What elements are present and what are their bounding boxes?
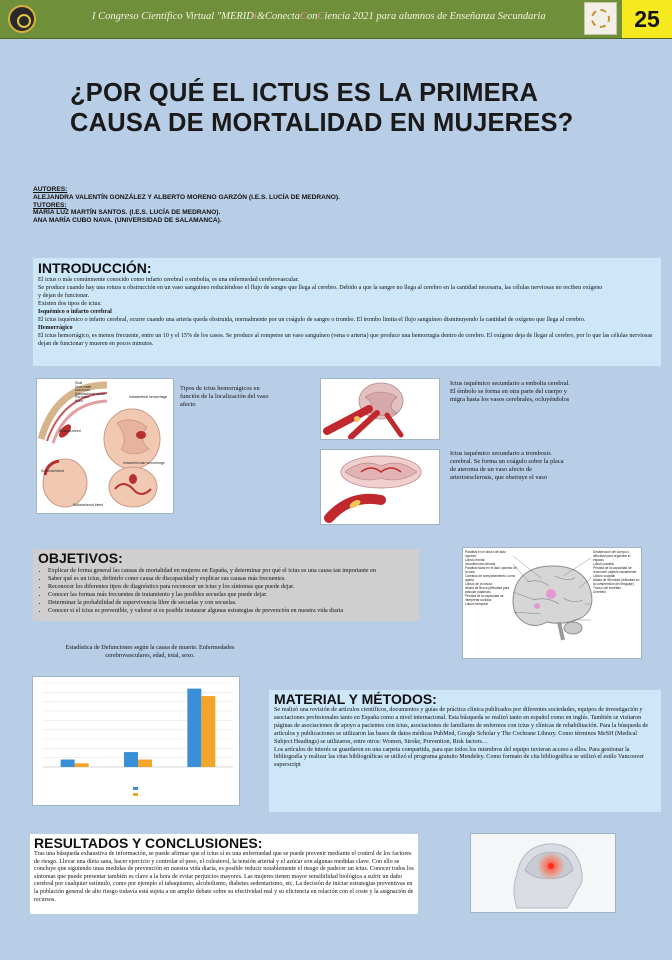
intro-section [33, 258, 661, 366]
hem-labels-top: Skull Dura mater Arachnoid Subarachnoid space Pia mater Brain [75, 381, 106, 403]
poster-title: ¿POR QUÉ EL ICTUS ES LA PRIMERA CAUSA DE MORTALIDAD EN MUJERES? [70, 79, 574, 137]
intro-p1: El ictus o más comúnmente conocido como infarto cerebral o embolia, es una enfermedad cerebrovascular. [38, 277, 299, 283]
objectives-heading: OBJETIVOS: [38, 550, 123, 566]
objectives-section [33, 549, 419, 621]
brain-labels-right: Desatención del cuerpo o dificultad para organizar el espacio Lóbulo parietal Pérdida de la capacidad de reconocer objetos visualmente Lóbulo occipital Afasia de Wernicke (dificultad en la comprensión del lenguaje) Tronco del encéfalo Cerebelo [593, 550, 640, 594]
school-seal-icon [584, 2, 617, 35]
authors-line: ALEJANDRA VALENTÍN GONZÁLEZ Y ALBERTO MORENO GARZÓN (I.E.S. LUCÍA DE MEDRANO). [33, 193, 340, 201]
chart-bar [75, 763, 89, 767]
label-intraventricular: Intraventricular hemorrhage [123, 461, 165, 465]
hemorragico-title: Hemorrágico [38, 325, 73, 331]
results-text: Tras una búsqueda exhaustiva de información, se puede afirmar que el ictus sí es una enfermedad que se puede prevenir mediante el control de los factores de riesgo. Llevar una dieta sana, hacer ejercicio y controlar el peso, el colesterol, la tensión arterial y el azúcar son algunas medidas clave. Con ello se concluye que siguiendo unas medidas de prevención en nuestra vida diaria, es posible reducir notablemente el riesgo de padecer un ictus. Conocer todos los síntomas que puede presentar también es clave a la hora de evitar perjuicios mayores. Las mujeres tienen mayor sensibilidad biológica a sufrir un daño cerebral por cualquier estímulo, como por ejemplo el tabaquismo, alcoholismo, diabetes sedentarismo, etc. La decisión de iniciar estrategias preventivas en la población general de alto riesgo todavía está sujeta a un amplio debate sobre su efectividad real y su eficiencia en relación con el coste y la asignación de recursos. [34, 851, 414, 903]
chart-caption: Estadística de Defunciones según la causa de muerte. Enfermedades cerebrovasculares, edad, total, sexo. [65, 644, 235, 659]
label-subdural: Subdural bleed [41, 469, 64, 473]
thrombosis-illustration [320, 449, 440, 525]
objectives-list [38, 568, 414, 615]
chart-legend-swatch [133, 793, 138, 796]
chart-bar [187, 689, 201, 767]
intro-text [38, 276, 656, 348]
intro-p4: Existen dos tipos de ictus: [38, 301, 102, 307]
thrombosis-caption: Ictus isquémico secundario a trombosis cerebral. Se forma un coágulo sobre la placa de ateroma de un vaso afecto de arterioesclerosis, que obstruye el vaso [450, 450, 564, 481]
label-epidural: Epidural bleed [59, 429, 81, 433]
methods-p2: Los artículos de interés se guardaron en una carpeta compartida, para que todos los miembros del equipo tuvieran acceso a ellos. Para gestionar la bibliografía y realizar las citas bibliográficas se utilizó el programa gratuito Mendeley. Como formato de cita bibliográfica se utilizó el estilo Vancouver superscript [274, 746, 645, 769]
mortality-chart [32, 676, 240, 806]
tutor-line-1: MARÍA LUZ MARTÍN SANTOS. (I.E.S. LUCÍA DE MEDRANO). [33, 209, 221, 217]
label-subarachnoid: Subarachnoid bleed [73, 503, 104, 507]
hemorragico-text: El ictus hemorrágico, es menos frecuente, entre un 10 y el 15% de los casos. Se produce al romperse un vaso sanguíneo (vena o arteria) que produce una hemorragia dentro de cerebro. El oxígeno deja de llegar al cerebro, por lo que las células nerviosas dejan de funcionar y mueren en pocos minutos. [38, 333, 653, 347]
chart-bar [124, 752, 138, 767]
brain-function-map-illustration [462, 547, 642, 659]
authors-label: AUTORES: [33, 186, 68, 193]
intro-heading: INTRODUCCIÓN: [38, 260, 152, 276]
isquemico-text: El ictus isquémico o infarto cerebral, ocurre cuando una arteria queda obstruida, normalmente por un coágulo de sangre o trombo. El trombo limita el flujo sanguíneo disminuyendo la cantidad de oxígeno que llega al cerebro. [38, 317, 586, 323]
methods-text [274, 707, 656, 770]
hemorrhage-types-illustration [36, 378, 174, 514]
objective-item: • Explicar de forma general las causas de mortalidad en mujeres en España, y determinar por qué el ictus es una causa tan importante en [48, 568, 414, 576]
hemorrhage-caption: Tipos de ictus hemorrágicos en función de la localización del vaso afecto [180, 385, 269, 408]
tutors-label: TUTORES: [33, 201, 67, 209]
authors-block [33, 186, 453, 225]
brain-labels-left: Parálisis en el brazo del lado opuesto Lóbulo frontal Incontinencia urinaria Parálisis facial en el lado opuesto de la cara Cambios de comportamiento, como apatía Lóbulo de la ínsula Afasia de Broca (dificultad para articular palabras) Pérdida de la capacidad de interpretar sonidos Lóbulo temporal [465, 550, 517, 606]
isquemico-title: Isquémico o infarto cerebral [38, 309, 112, 315]
methods-p1: Se realizó una revisión de artículos científicos, documentos y guías de práctica clínica publicados por diferentes sociedades, equipos de investigación y asociaciones profesionales tanto en España como a nivel internacional. Esta búsqueda se realizó tanto en español como en inglés. También se visitaron páginas de asociaciones de apoyo a pacientes con ictus, asociaciones de familiares de enfermos con ictus y clínicas de rehabilitación. Para la búsqueda de artículos y publicaciones se utilizaron las bases de datos médicas PubMed, Google Scholar y The Cochrane Library. Como términos MeSH (Medical Subject Headings) se utilizaron, entre otros: Women, Stroke, Prevention, Risk factors… [274, 707, 649, 745]
embolism-illustration [320, 378, 440, 440]
intro-p3: y dejan de funcionar. [38, 293, 90, 299]
chart-bar [138, 760, 152, 767]
poster-number-badge: 25 [622, 0, 672, 38]
objective-item: • Reconocer los diferentes tipos de diagnóstico para reconocer un ictus y los síntomas que puede dejar. [48, 584, 414, 592]
intro-p2: Se produce cuando hay una rotura u obstrucción en un vaso sanguíneo reduciéndose el flujo de sangre que llega al cerebro. Debido a que la sangre no llega al cerebro en la cantidad necesaria, las células nerviosas no reciben oxígeno [38, 285, 603, 291]
congress-logo-icon [8, 5, 36, 33]
congress-title: I Congreso Científico Virtual "MERIDi&ConectaConCiencia 2021 para alumnos de Enseñanza Secundaria [92, 11, 546, 22]
objective-item: • Determinar la probabilidad de supervivencia libre de secuelas y con secuelas. [48, 600, 414, 608]
objective-item: • Conocer si el ictus es prevenible, y valorar si es posible instaurar algunas estrategias de prevención en nuestra vida diaria [48, 608, 414, 616]
chart-legend-swatch [133, 787, 138, 790]
label-intracerebral: Intracerebral hemorrhage [129, 395, 168, 399]
chart-bar [61, 760, 75, 767]
objective-item: • Saber qué es un ictus, definirlo como causa de discapacidad y explicar sus causas más frecuentes. [48, 576, 414, 584]
results-section [30, 834, 418, 914]
embolism-caption: Ictus isquémico secundario a embolia cerebral. El émbolo se forma en otra parte del cuerpo y migra hasta los vasos cerebrales, ocluyéndolos [450, 380, 570, 403]
chart-bar [201, 696, 215, 767]
methods-section [269, 690, 661, 812]
chart-svg [33, 677, 239, 805]
objective-item: • Conocer las formas más frecuentes de tratamiento y las posibles secuelas que puede dejar. [48, 592, 414, 600]
results-heading: RESULTADOS Y CONCLUSIONES: [34, 835, 263, 851]
stroke-head-illustration [470, 833, 616, 913]
methods-heading: MATERIAL Y MÉTODOS: [274, 691, 437, 707]
tutor-line-2: ANA MARÍA CUBO NAVA. (UNIVERSIDAD DE SALAMANCA). [33, 217, 222, 225]
